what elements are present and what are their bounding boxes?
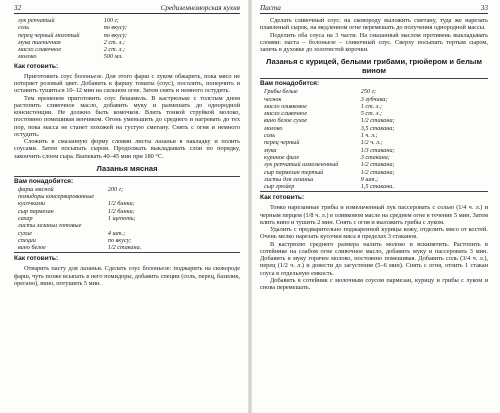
ingredient-name: чеснок — [264, 95, 282, 103]
ingredient-name: лук репчатый измельченный — [264, 161, 339, 169]
step-paragraph: Сложить в смазанную форму слоями листы лазаньи в накладку и полить соусами. Затем посыпать сыром. Продолжать выкладывать слои по порядку, закончить слоем сыра. Выпекать 40–45 мин при 180 °С. — [14, 138, 240, 160]
ingredient-qty: 1/2 стакана; — [360, 117, 395, 125]
ingredient-name: соль — [264, 132, 276, 140]
ingredient-qty: 1/3 стакана; — [360, 146, 395, 154]
ingredient-row — [18, 32, 136, 39]
ingredient-name: специи — [18, 236, 36, 244]
ingredient-qty: 5 ст. л.; — [360, 110, 383, 118]
section-heading: Как готовить: — [14, 255, 59, 263]
step-paragraph: В кастрюлю среднего размера налить молоко и вскипятить. Растопить в сотейнике на слабом огне сливочное масло, добавить муку и пассеровать 3 мин. Добавить в муку горячее молоко, постоянно помешивая. Добавить соль (3/4 ч. л.), перец (1/2 ч. л.) и довести до загустения (5–6 мин). Снять с огня, отлить 1 стакан соуса в отдельную емкость. — [260, 240, 488, 277]
ingredient-name: мука пшеничная — [18, 38, 61, 46]
ingredient-name: перец черный молотый — [18, 31, 80, 39]
ingredient-name: молоко — [264, 124, 283, 132]
ingredient-row — [18, 46, 136, 53]
ingredient-qty: 500 мл. — [103, 53, 123, 61]
ingredient-qty: 4 шт.; — [107, 229, 126, 237]
right-page — [252, 0, 500, 413]
ingredient-row — [18, 53, 136, 60]
ingredient-qty: 1/2 стакана; — [360, 161, 395, 169]
ingredient-row — [264, 183, 404, 190]
ingredient-name: листы лазаньи готовые — [18, 222, 82, 230]
page-number: 33 — [480, 4, 488, 12]
ingredient-name: лук репчатый — [18, 17, 55, 24]
ingredient-row — [264, 103, 404, 110]
ingredient-row — [264, 96, 404, 103]
ingredient-name: сыр пармезан тертый — [264, 168, 324, 176]
ingredients-heading: Вам понадобится: — [14, 177, 74, 185]
ingredient-qty: 3 стакана; — [360, 153, 390, 161]
ingredient-name: кусочками — [18, 200, 45, 208]
ingredient-qty — [104, 222, 146, 229]
step-paragraph: Отварить пасту для лазаньи. Сделать соус болоньезе: поджарить на сковороде фарш, чуть позже всыпать в него помидоры, добавить специи (соль, перец, базилик, орегано), вино, потушить 5 мин. — [14, 265, 240, 287]
ingredient-row — [18, 215, 146, 222]
ingredients-box — [14, 176, 240, 254]
ingredient-qty: 3 зубчика; — [360, 95, 388, 103]
ingredient-row — [264, 110, 404, 117]
ingredient-qty: 1,5 стакана. — [360, 183, 394, 191]
step-paragraph: Удалить с предварительно поджаренной курицы кожу, отделить мясо от костей. Очень мелко нарезать кусочки мяса в пределах 3 стаканов. — [260, 226, 488, 241]
ingredient-row — [264, 88, 404, 95]
ingredient-qty: 250 г; — [360, 88, 377, 96]
ingredient-name: сахар — [18, 214, 33, 222]
step-paragraph: Поделить оба соуса на 3 части. На смазанный маслом противень выкладывать слоями: паста – болоньезе – сливочный соус. Сверху посыпать тертым сыром, запечь в духовке до золотистой корочки. — [260, 31, 488, 53]
ingredient-qty: по вкусу; — [103, 24, 128, 32]
ingredient-qty: 1/2 стакана; — [360, 168, 395, 176]
ingredient-name: куриное филе — [264, 153, 300, 161]
ingredient-qty — [104, 193, 146, 200]
ingredient-qty: 1/2 банки; — [107, 200, 135, 208]
ingredient-qty: 2 ст. л.; — [103, 46, 126, 54]
ingredient-name: масло сливочное — [18, 46, 62, 54]
ingredient-qty: 1 щепоть; — [107, 214, 136, 222]
ingredient-row — [18, 244, 146, 251]
step-paragraph: Тем временем приготовить соус бешамель. В кастрюльке с толстым дном растопить сливочное масло, добавить муку и размешать до однородной консистенции. Не должно быть комочков. Влить тонкой струйкой молоко, постоянно помешивая венчиком. Огонь уменьшить до среднего и нагревать до тех пор, пока масса не станет похожей на густую сметану. Снять с огня и немного остудить. — [14, 94, 240, 138]
ingredient-name: Грибы белые — [264, 88, 298, 96]
ingredient-name: молоко — [18, 53, 37, 61]
ingredients-heading: Вам понадобится: — [260, 80, 320, 88]
step-paragraph: Приготовить соус болоньезе. Для этого фарш с луком обжарить, пока мясо не потеряет розовый цвет. Добавить к фаршу томаты (соус), посолить, поперчить и оставить тушиться 10–12 мин на сильном огне. Затем снять и немного остудить. — [14, 72, 240, 95]
ingredient-qty: 1/2 стакана. — [107, 244, 142, 252]
step-paragraph: Тонко нарезанные грибы и измельченный лук пассеровать с солью (1/4 ч. л.) и черным перцем (1/8 ч. л.) в оливковом масле на среднем огне в течение 5 мин. Затем влить вино и тушить 2 мин. Снять с огня и выложить грибы с луком. — [260, 204, 488, 226]
ingredient-name: сухие — [18, 229, 32, 237]
ingredient-row — [18, 186, 146, 193]
ingredient-qty: по вкусу; — [107, 236, 132, 244]
running-title: Средиземноморская кухня — [160, 4, 240, 12]
ingredient-name: вино белое сухое — [264, 117, 308, 125]
ingredient-row — [18, 222, 146, 229]
ingredient-row — [264, 132, 404, 139]
ingredient-qty: по вкусу; — [103, 31, 128, 39]
section-heading: Как готовить: — [260, 194, 305, 202]
ingredient-qty: 1 ст. л.; — [360, 102, 383, 110]
ingredient-row — [18, 193, 146, 200]
ingredient-row — [18, 208, 146, 215]
section-heading: Как готовить: — [14, 62, 59, 70]
ingredient-name: масло сливочное — [264, 110, 308, 118]
ingredient-name: вино белое — [18, 244, 46, 252]
ingredient-row — [18, 230, 146, 237]
ingredient-name: перец черный — [264, 139, 300, 147]
ingredient-row — [264, 161, 404, 168]
ingredient-name: масло оливковое — [264, 102, 307, 110]
ingredient-qty: 100 г; — [103, 17, 119, 24]
step-paragraph: Добавить в сотейник с молочным соусом пармезан, курицу и грибы с луком и снова перемешать. — [260, 276, 488, 292]
ingredient-qty: 9 шт.; — [360, 175, 379, 183]
ingredient-list — [18, 17, 136, 61]
ingredient-name: мука — [264, 146, 277, 154]
ingredient-name: фарш мясной — [18, 185, 54, 193]
ingredient-list — [18, 186, 146, 252]
ingredient-list — [264, 88, 404, 190]
ingredient-name: помидоры консервированные — [18, 193, 95, 201]
ingredient-qty: 3,5 стакана; — [360, 124, 395, 132]
left-page-header — [14, 3, 240, 14]
ingredient-row — [264, 169, 404, 176]
ingredient-qty: 2 ст. л.; — [103, 38, 126, 46]
ingredient-row — [18, 24, 136, 31]
ingredient-row — [18, 200, 146, 207]
ingredient-row — [264, 176, 404, 183]
ingredient-name: соль — [18, 24, 30, 32]
right-page-header — [260, 3, 488, 14]
ingredient-row — [264, 154, 404, 161]
ingredient-row — [18, 237, 146, 244]
recipe-title: Лазанья с курицей, белыми грибами, грюйером и белым вином — [265, 57, 483, 76]
step-paragraph: Сделать сливочный соус: на сковороду выложить сметану, туда же нарезать плавленый сырок, на медленном огне перемешать до получения однородной массы. — [260, 17, 488, 32]
ingredient-name: сыр грюйер — [264, 183, 295, 191]
page-number: 32 — [14, 4, 22, 12]
ingredient-name: сыр пармезан — [18, 207, 54, 215]
left-page — [0, 0, 248, 413]
ingredient-row — [18, 17, 136, 24]
recipe-title: Лазанья мясная — [96, 163, 158, 173]
ingredient-row — [264, 125, 404, 132]
ingredient-qty: 1/2 ч. л.; — [360, 139, 383, 147]
ingredients-box — [260, 78, 488, 192]
running-title: Паста — [260, 4, 281, 12]
ingredient-row — [264, 147, 404, 154]
ingredient-qty: 200 г; — [107, 185, 124, 193]
ingredient-row — [264, 139, 404, 146]
ingredient-name: листы для лазаньи — [264, 175, 314, 183]
ingredient-row — [264, 117, 404, 124]
ingredient-qty: 1/2 банки; — [107, 207, 135, 215]
ingredient-qty: 1 ч. л.; — [360, 132, 378, 140]
ingredient-row — [18, 39, 136, 46]
